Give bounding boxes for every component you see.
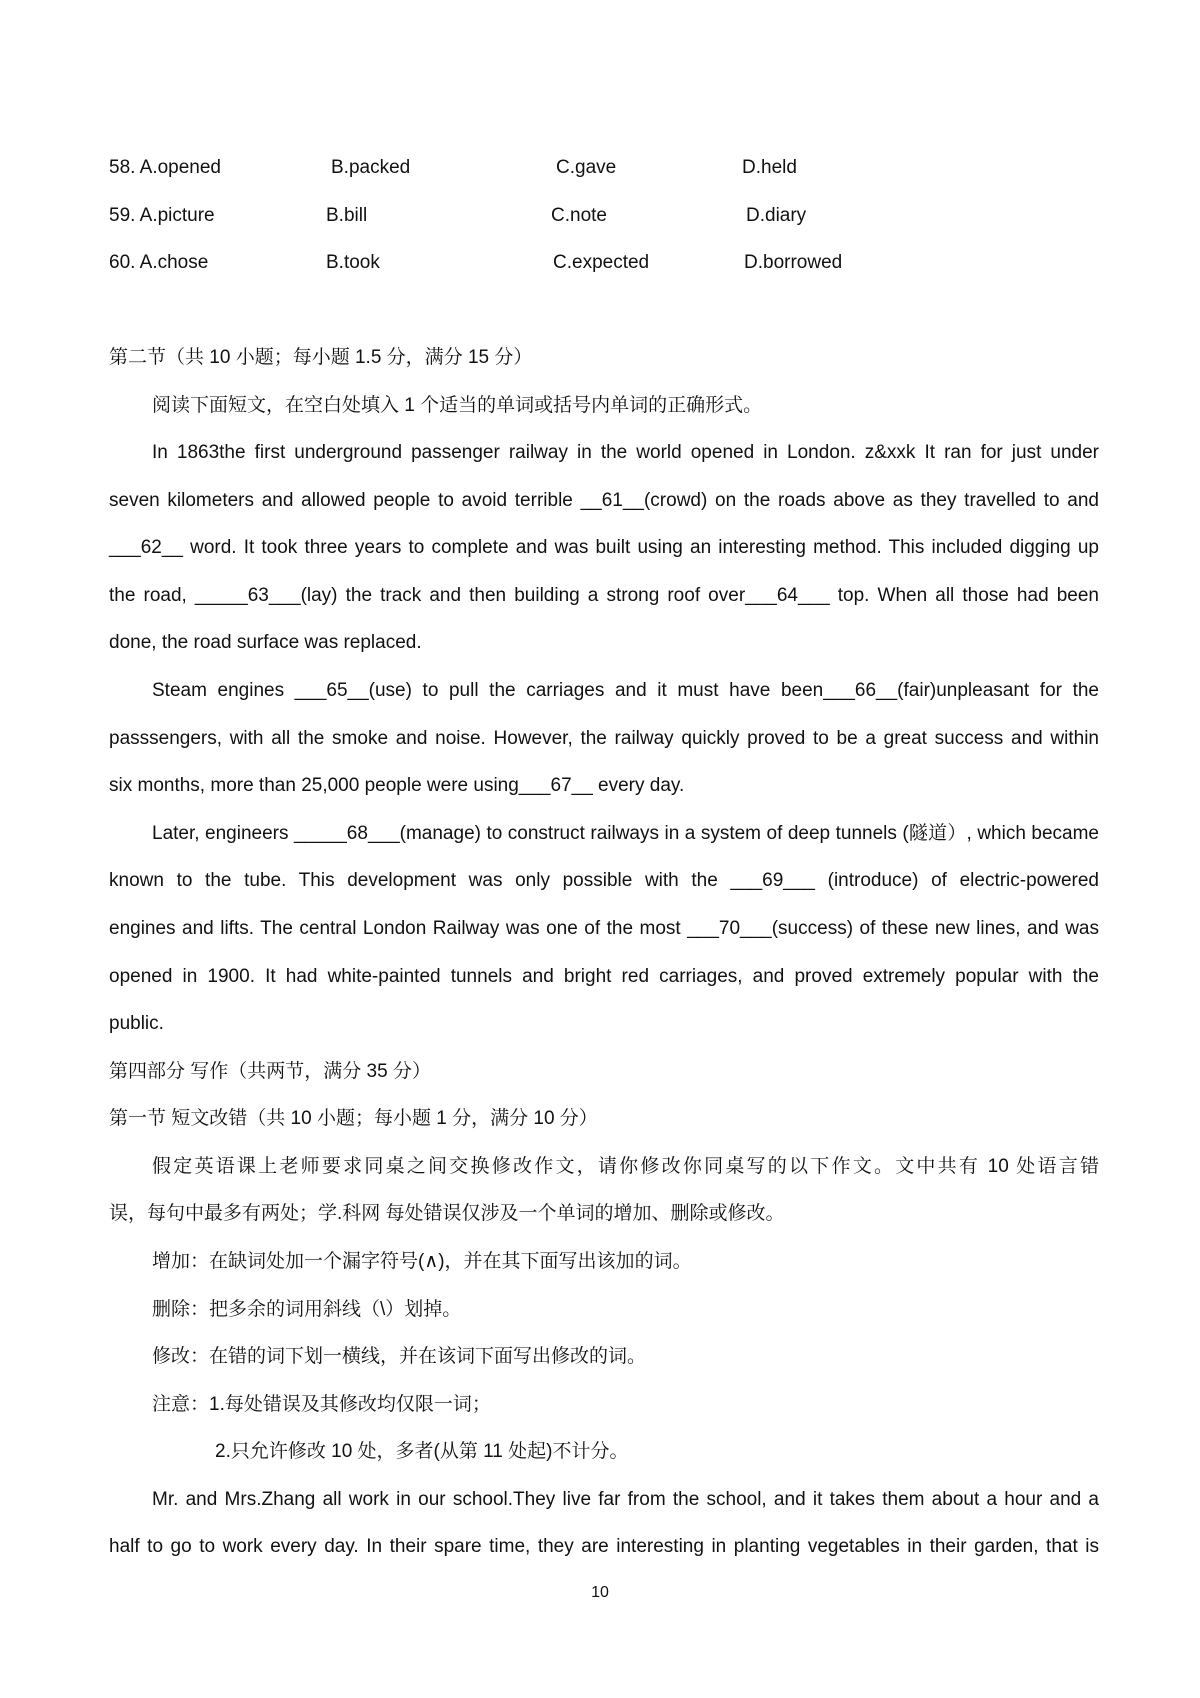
q60-option-b: B.took [326,252,380,273]
q60-option-a: 60. A.chose [109,252,209,273]
note-1: 注意：1.每处错误及其修改均仅限一词； [152,1394,491,1415]
passage-line: the road, _____63___(lay) the track and then building a strong roof over___64___ top. When all those had been [109,585,1099,606]
rule-add: 增加：在缺词处加一个漏字符号(∧)，并在其下面写出该加的词。 [152,1251,692,1272]
passage-line: passsengers, with all the smoke and noise. However, the railway quickly proved to be a great success and within [109,728,1099,749]
passage-line: six months, more than 25,000 people were using___67__ every day. [109,775,685,796]
essay-line: half to go to work every day. In their spare time, they are interesting in planting vegetables in their garden, that is [109,1536,1099,1557]
passage-line: ___62__ word. It took three years to complete and was built using an interesting method. This included digging up [109,537,1099,558]
part4-instruction-2: 误，每句中最多有两处；学.科网 每处错误仅涉及一个单词的增加、删除或修改。 [109,1203,785,1224]
passage-line: public. [109,1013,164,1034]
section2-instruction: 阅读下面短文，在空白处填入 1 个适当的单词或括号内单词的正确形式。 [152,395,763,416]
passage-line: Later, engineers _____68___(manage) to construct railways in a system of deep tunnels (隧道）, which became [152,823,1099,844]
page-number: 10 [591,1584,609,1601]
passage-line: seven kilometers and allowed people to avoid terrible __61__(crowd) on the roads above as they travelled to and [109,490,1099,511]
q60-option-d: D.borrowed [744,252,843,273]
essay-line: Mr. and Mrs.Zhang all work in our school.They live far from the school, and it takes them about a hour and a [152,1489,1099,1510]
rule-modify: 修改：在错的词下划一横线，并在该词下面写出修改的词。 [152,1346,647,1367]
passage-line: Steam engines ___65__(use) to pull the carriages and it must have been___66__(fair)unpleasant for the [152,680,1099,701]
q58-option-b: B.packed [331,157,411,178]
part4-heading: 第四部分 写作（共两节，满分 35 分） [109,1061,431,1082]
part4-section1-heading: 第一节 短文改错（共 10 小题；每小题 1 分，满分 10 分） [109,1108,598,1129]
q59-option-c: C.note [551,205,607,226]
passage-line: engines and lifts. The central London Railway was one of the most ___70___(success) of these new lines, and was [109,918,1099,939]
rule-delete: 删除：把多余的词用斜线（\）划掉。 [152,1299,462,1320]
q59-option-d: D.diary [746,205,807,226]
q58-option-c: C.gave [556,157,617,178]
q60-option-c: C.expected [553,252,650,273]
note-2: 2.只允许修改 10 处，多者(从第 11 处起)不计分。 [215,1441,629,1462]
q58-option-d: D.held [742,157,797,178]
q59-option-a: 59. A.picture [109,205,215,226]
passage-line: done, the road surface was replaced. [109,632,422,653]
q59-option-b: B.bill [326,205,368,226]
q58-option-a: 58. A.opened [109,157,221,178]
passage-line: opened in 1900. It had white-painted tunnels and bright red carriages, and proved extremely popular with the [109,966,1099,987]
passage-line: known to the tube. This development was only possible with the ___69___ (introduce) of electric-powered [109,870,1099,891]
section2-heading: 第二节（共 10 小题；每小题 1.5 分，满分 15 分） [109,347,533,368]
passage-line: In 1863the first underground passenger railway in the world opened in London. z&xxk It ran for just under [152,442,1099,463]
part4-instruction-1: 假定英语课上老师要求同桌之间交换修改作文，请你修改你同桌写的以下作文。文中共有 10 处语言错 [152,1156,1099,1177]
